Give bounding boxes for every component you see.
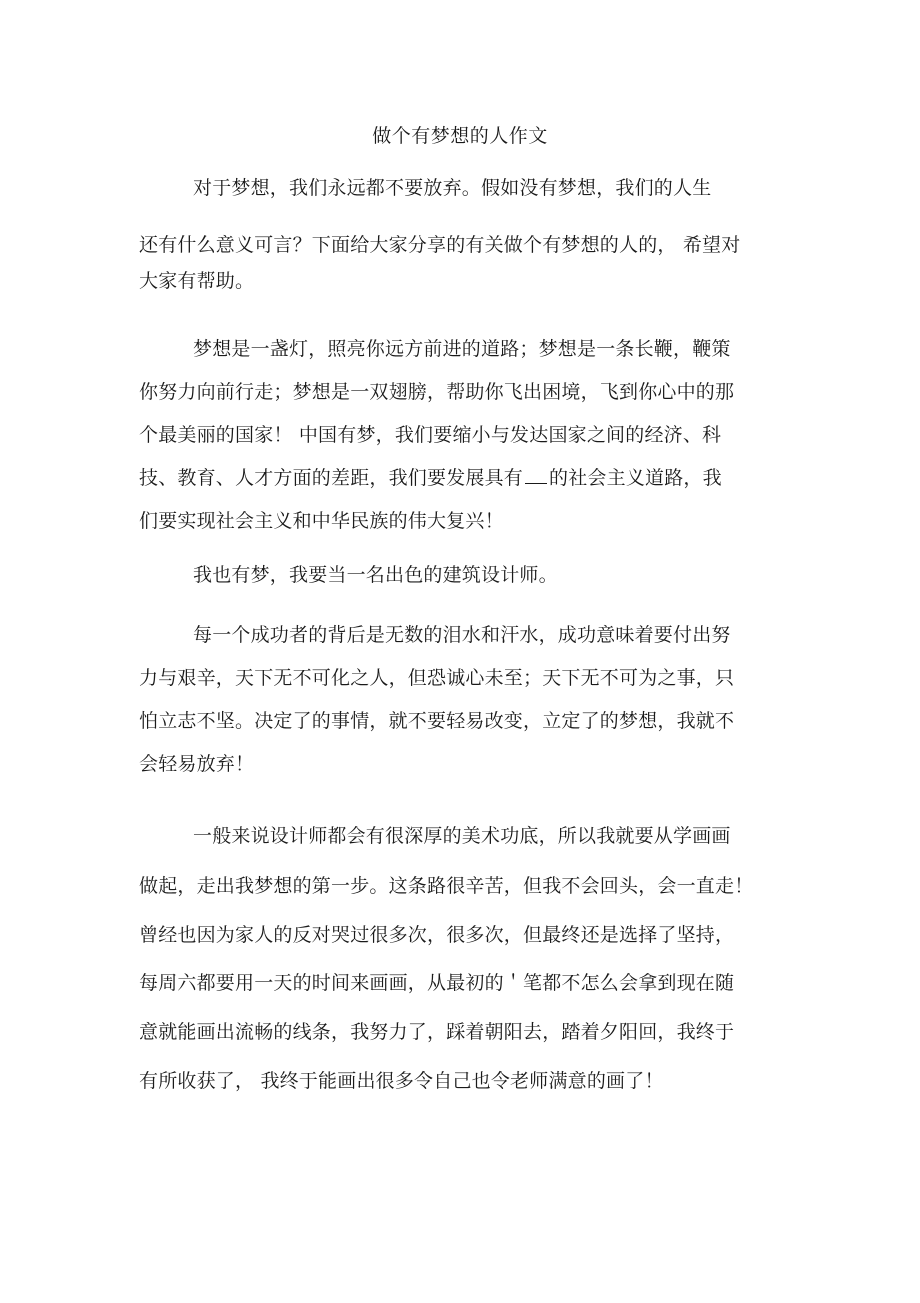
p4-line-2: 做起，走出我梦想的第一步。这条路很辛苦，但我不会回头，会一直走！: [139, 875, 754, 897]
p1-line-4-end: 的社会主义道路，我: [549, 467, 722, 489]
p4-line-4: 每周六都要用一天的时间来画画，从最初的＇笔都不怎么会拿到现在随: [139, 972, 735, 994]
p3-line-1: 每一个成功者的背后是无数的泪水和汗水，成功意味着要付出努: [193, 624, 731, 646]
document-title: 做个有梦想的人作文: [372, 125, 548, 147]
p1-line-4-start: 技、教育、人才方面的差距，我们要发展具有: [139, 467, 524, 489]
p3-line-4: 会轻易放弃！: [139, 753, 255, 775]
p1-line-4: [139, 464, 722, 492]
p3-line-3: 怕立志不坚。决定了的事情，就不要轻易改变，立定了的梦想，我就不: [139, 710, 735, 732]
p1-line-2: 你努力向前行走；梦想是一双翅膀，帮助你飞出困境，飞到你心中的那: [139, 381, 735, 403]
intro-line-2: 还有什么意义可言？下面给大家分享的有关做个有梦想的人的， 希望对: [139, 234, 741, 256]
p1-line-3: 个最美丽的国家！ 中国有梦，我们要缩小与发达国家之间的经济、科: [139, 424, 722, 446]
p3-line-2: 力与艰辛，天下无不可化之人，但恐诚心未至；天下无不可为之事，只: [139, 667, 735, 689]
p4-line-5: 意就能画出流畅的线条，我努力了，踩着朝阳去，踏着夕阳回，我终于: [139, 1021, 735, 1043]
fill-in-blank: [525, 467, 547, 484]
p4-line-1: 一般来说设计师都会有很深厚的美术功底，所以我就要从学画画: [193, 825, 731, 847]
p4-line-3: 曾经也因为家人的反对哭过很多次，很多次，但最终还是选择了坚持，: [139, 924, 735, 946]
p2-line-1: 我也有梦，我要当一名出色的建筑设计师。: [193, 564, 558, 586]
p1-line-1: 梦想是一盏灯，照亮你远方前进的道路；梦想是一条长鞭，鞭策: [193, 338, 731, 360]
p4-line-6: 有所收获了， 我终于能画出很多令自己也令老师满意的画了！: [139, 1070, 664, 1092]
intro-line-1: 对于梦想，我们永远都不要放弃。假如没有梦想，我们的人生: [193, 177, 712, 199]
p1-line-5: 们要实现社会主义和中华民族的伟大复兴！: [139, 510, 504, 532]
intro-line-3: 大家有帮助。: [139, 270, 255, 292]
